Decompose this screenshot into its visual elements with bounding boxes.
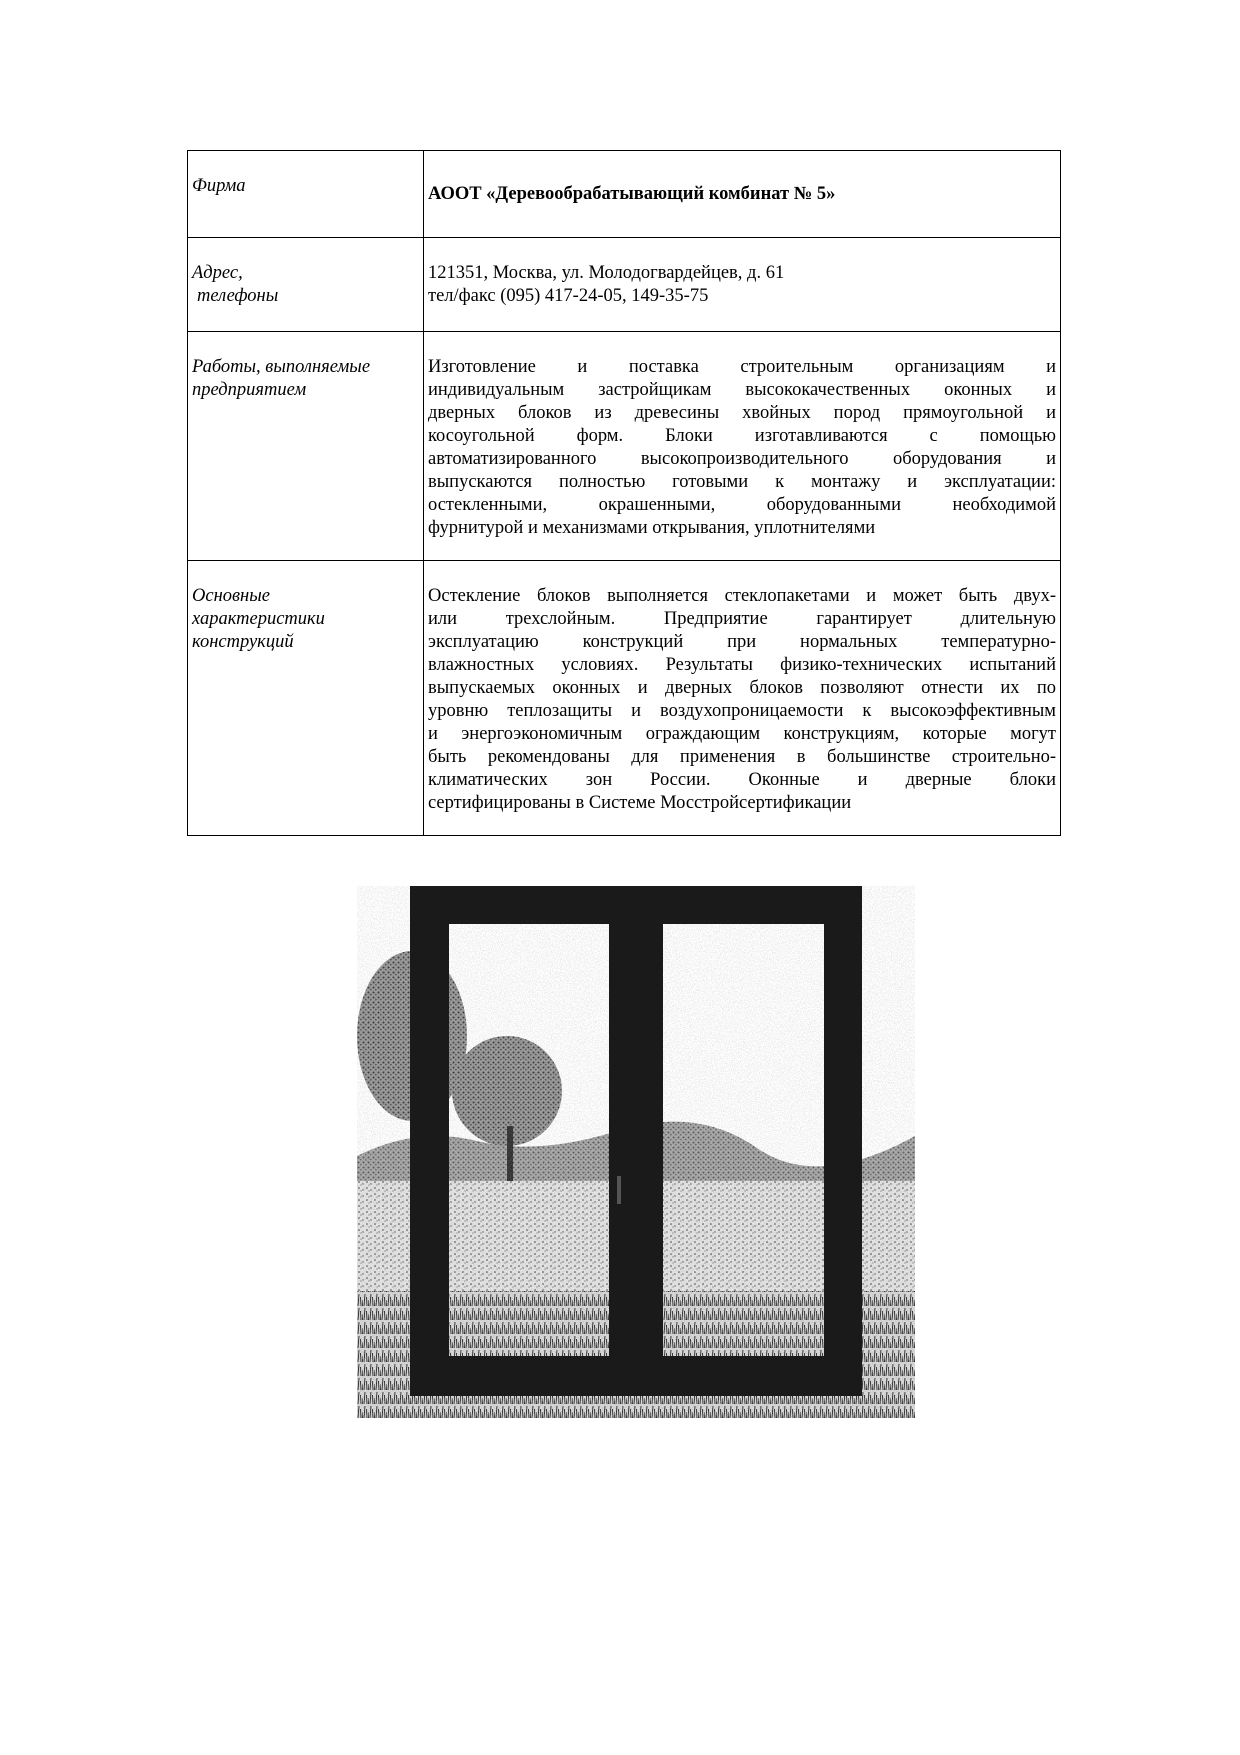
works-line: Изготовление и поставка строительным организациям и [428, 357, 1056, 377]
label-characteristics [188, 561, 424, 836]
char-line: и энергоэкономичным ограждающим конструкциям, которые могут [428, 724, 1056, 744]
table-row-address [188, 238, 1061, 332]
company-info-table [187, 150, 1061, 836]
label-char-line3: конструкций [192, 632, 294, 652]
works-line: остекленными, окрашенными, оборудованными необходимой [428, 495, 1056, 515]
char-line: выпускаемых оконных и дверных блоков позволяют отнести их по [428, 678, 1056, 698]
char-line: быть рекомендованы для применения в большинстве строительно- [428, 747, 1056, 767]
char-line: Остекление блоков выполняется стеклопакетами и может быть двух- [428, 586, 1056, 606]
label-works [188, 332, 424, 561]
works-line: фурнитурой и механизмами открывания, уплотнителями [428, 518, 876, 538]
works-line: индивидуальным застройщикам высококачественных оконных и [428, 380, 1056, 400]
label-works-line2: предприятием [192, 380, 307, 400]
char-line: влажностных условиях. Результаты физико-технических испытаний [428, 655, 1056, 675]
char-line: эксплуатацию конструкций при нормальных температурно- [428, 632, 1056, 652]
phone-line: тел/факс (095) 417-24-05, 149-35-75 [428, 286, 709, 306]
label-works-line1: Работы, выполняемые [192, 357, 371, 377]
label-address-line1: Адрес, [192, 263, 243, 283]
firm-name-text: АООТ «Деревообрабатывающий комбинат № 5» [428, 183, 836, 204]
label-firm [188, 151, 424, 238]
works-line: косоугольной форм. Блоки изготавливаются с помощью [428, 426, 1056, 446]
char-line: или трехслойным. Предприятие гарантирует длительную [428, 609, 1056, 629]
works-line: автоматизированного высокопроизводительного оборудования и [428, 449, 1056, 469]
works-line: выпускаются полностью готовыми к монтажу и эксплуатации: [428, 472, 1056, 492]
label-char-line1: Основные [192, 586, 270, 606]
table-row-firm [188, 151, 1061, 238]
char-line: сертифицированы в Системе Мосстройсертификации [428, 793, 852, 813]
label-char-line2: характеристики [192, 609, 325, 629]
table-row-works [188, 332, 1061, 561]
label-address [188, 238, 424, 332]
label-firm-text: Фирма [192, 176, 246, 196]
works-value [424, 332, 1061, 561]
address-value [424, 238, 1061, 332]
address-line: 121351, Москва, ул. Молодогвардейцев, д. 61 [428, 263, 785, 283]
firm-name [424, 151, 1061, 238]
window-photo [357, 886, 915, 1418]
characteristics-value [424, 561, 1061, 836]
works-line: дверных блоков из древесины хвойных пород прямоугольной и [428, 403, 1056, 423]
char-line: уровню теплозащиты и воздухопроницаемости к высокоэффективным [428, 701, 1056, 721]
table-row-characteristics [188, 561, 1061, 836]
char-line: климатических зон России. Оконные и дверные блоки [428, 770, 1056, 790]
label-address-line2: телефоны [197, 286, 279, 306]
